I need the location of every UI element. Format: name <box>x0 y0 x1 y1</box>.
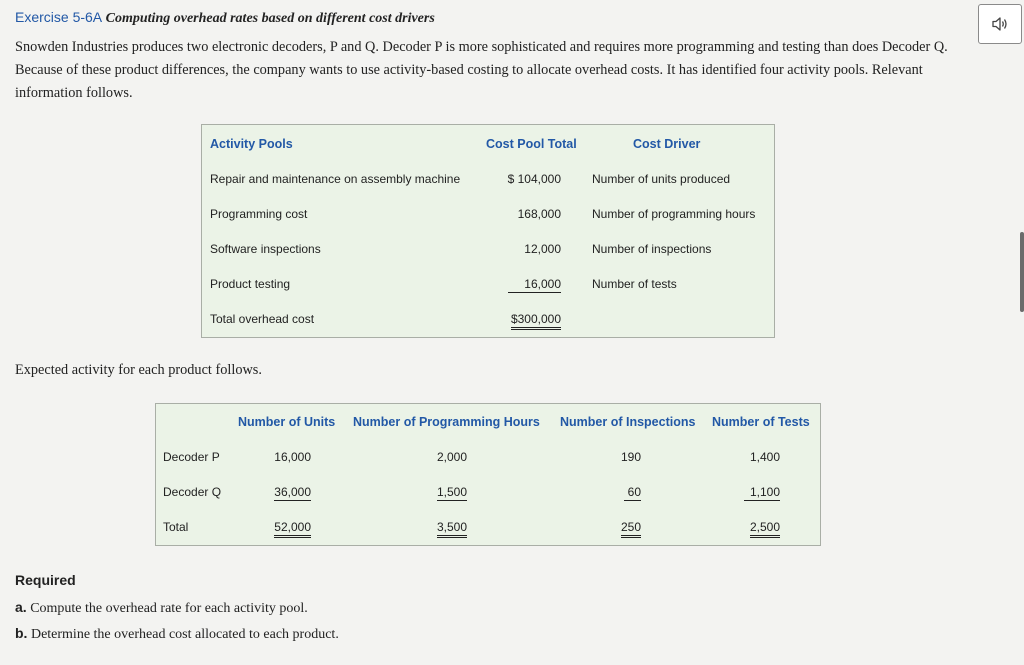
product-label: Decoder P <box>163 450 220 464</box>
header-tests: Number of Tests <box>712 415 810 429</box>
inspections-value: 60 <box>624 485 641 501</box>
exercise-title <box>15 9 435 27</box>
header-activity-pools: Activity Pools <box>210 137 293 151</box>
header-cost-driver: Cost Driver <box>633 137 701 151</box>
header-programming-hours: Number of Programming Hours <box>353 415 540 429</box>
pool-total: 16,000 <box>508 277 561 293</box>
product-label: Decoder Q <box>163 485 222 499</box>
pool-name: Software inspections <box>210 242 321 256</box>
units-value: 36,000 <box>274 485 311 499</box>
header-inspections: Number of Inspections <box>560 415 696 429</box>
required-item-b <box>15 625 339 643</box>
pool-name: Repair and maintenance on assembly machine <box>210 172 461 186</box>
hours-value: 3,500 <box>437 520 467 538</box>
units-value: 16,000 <box>274 450 311 464</box>
total-overhead-value: $300,000 <box>511 312 561 330</box>
item-text: Compute the overhead rate for each activity pool. <box>30 601 308 616</box>
activity-pools-table <box>201 124 775 338</box>
pool-driver: Number of inspections <box>592 242 712 256</box>
item-text: Determine the overhead cost allocated to each product. <box>30 627 339 642</box>
units-value: 52,000 <box>274 520 311 538</box>
exercise-number: Exercise 5-6A <box>15 9 103 25</box>
pool-name: Product testing <box>210 277 291 291</box>
required-heading: Required <box>15 572 76 588</box>
pool-driver: Number of units produced <box>592 172 731 186</box>
pool-driver: Number of tests <box>592 277 677 291</box>
pool-total: $ 104,000 <box>507 172 561 186</box>
inspections-value: 250 <box>621 520 641 538</box>
hours-value: 1,500 <box>436 485 467 499</box>
hours-value: 2,000 <box>436 450 467 464</box>
expected-activity-table <box>155 403 821 546</box>
tests-value: 2,500 <box>750 520 780 538</box>
pool-driver: Number of programming hours <box>592 207 756 221</box>
audio-button[interactable] <box>978 4 1022 44</box>
tests-value: 1,400 <box>749 450 780 464</box>
tests-value: 1,100 <box>744 485 780 501</box>
speaker-icon <box>991 16 1009 32</box>
required-item-a <box>15 599 308 617</box>
pool-total: 12,000 <box>524 242 561 256</box>
item-letter: a. <box>15 599 27 615</box>
intro-paragraph: Snowden Industries produces two electronic decoders, P and Q. Decoder P is more sophisticated and requires more programming and testing than does Decoder Q. Because of these product differences, the company wants to use activity-based costing to allocate overhead costs. It has identified four activity pools. Relevant information follows. <box>15 39 948 101</box>
inspections-value: 190 <box>620 450 641 464</box>
activity-lead-text: Expected activity for each product follows. <box>15 362 262 378</box>
header-cost-pool-total: Cost Pool Total <box>486 137 577 151</box>
exercise-heading: Computing overhead rates based on different cost drivers <box>105 11 435 26</box>
pool-name: Programming cost <box>210 207 308 221</box>
pool-total: 168,000 <box>517 207 561 221</box>
item-letter: b. <box>15 625 28 641</box>
scrollbar-thumb[interactable] <box>1020 232 1024 312</box>
header-units: Number of Units <box>238 415 336 429</box>
total-overhead-label: Total overhead cost <box>210 312 315 326</box>
product-label: Total <box>163 520 189 534</box>
